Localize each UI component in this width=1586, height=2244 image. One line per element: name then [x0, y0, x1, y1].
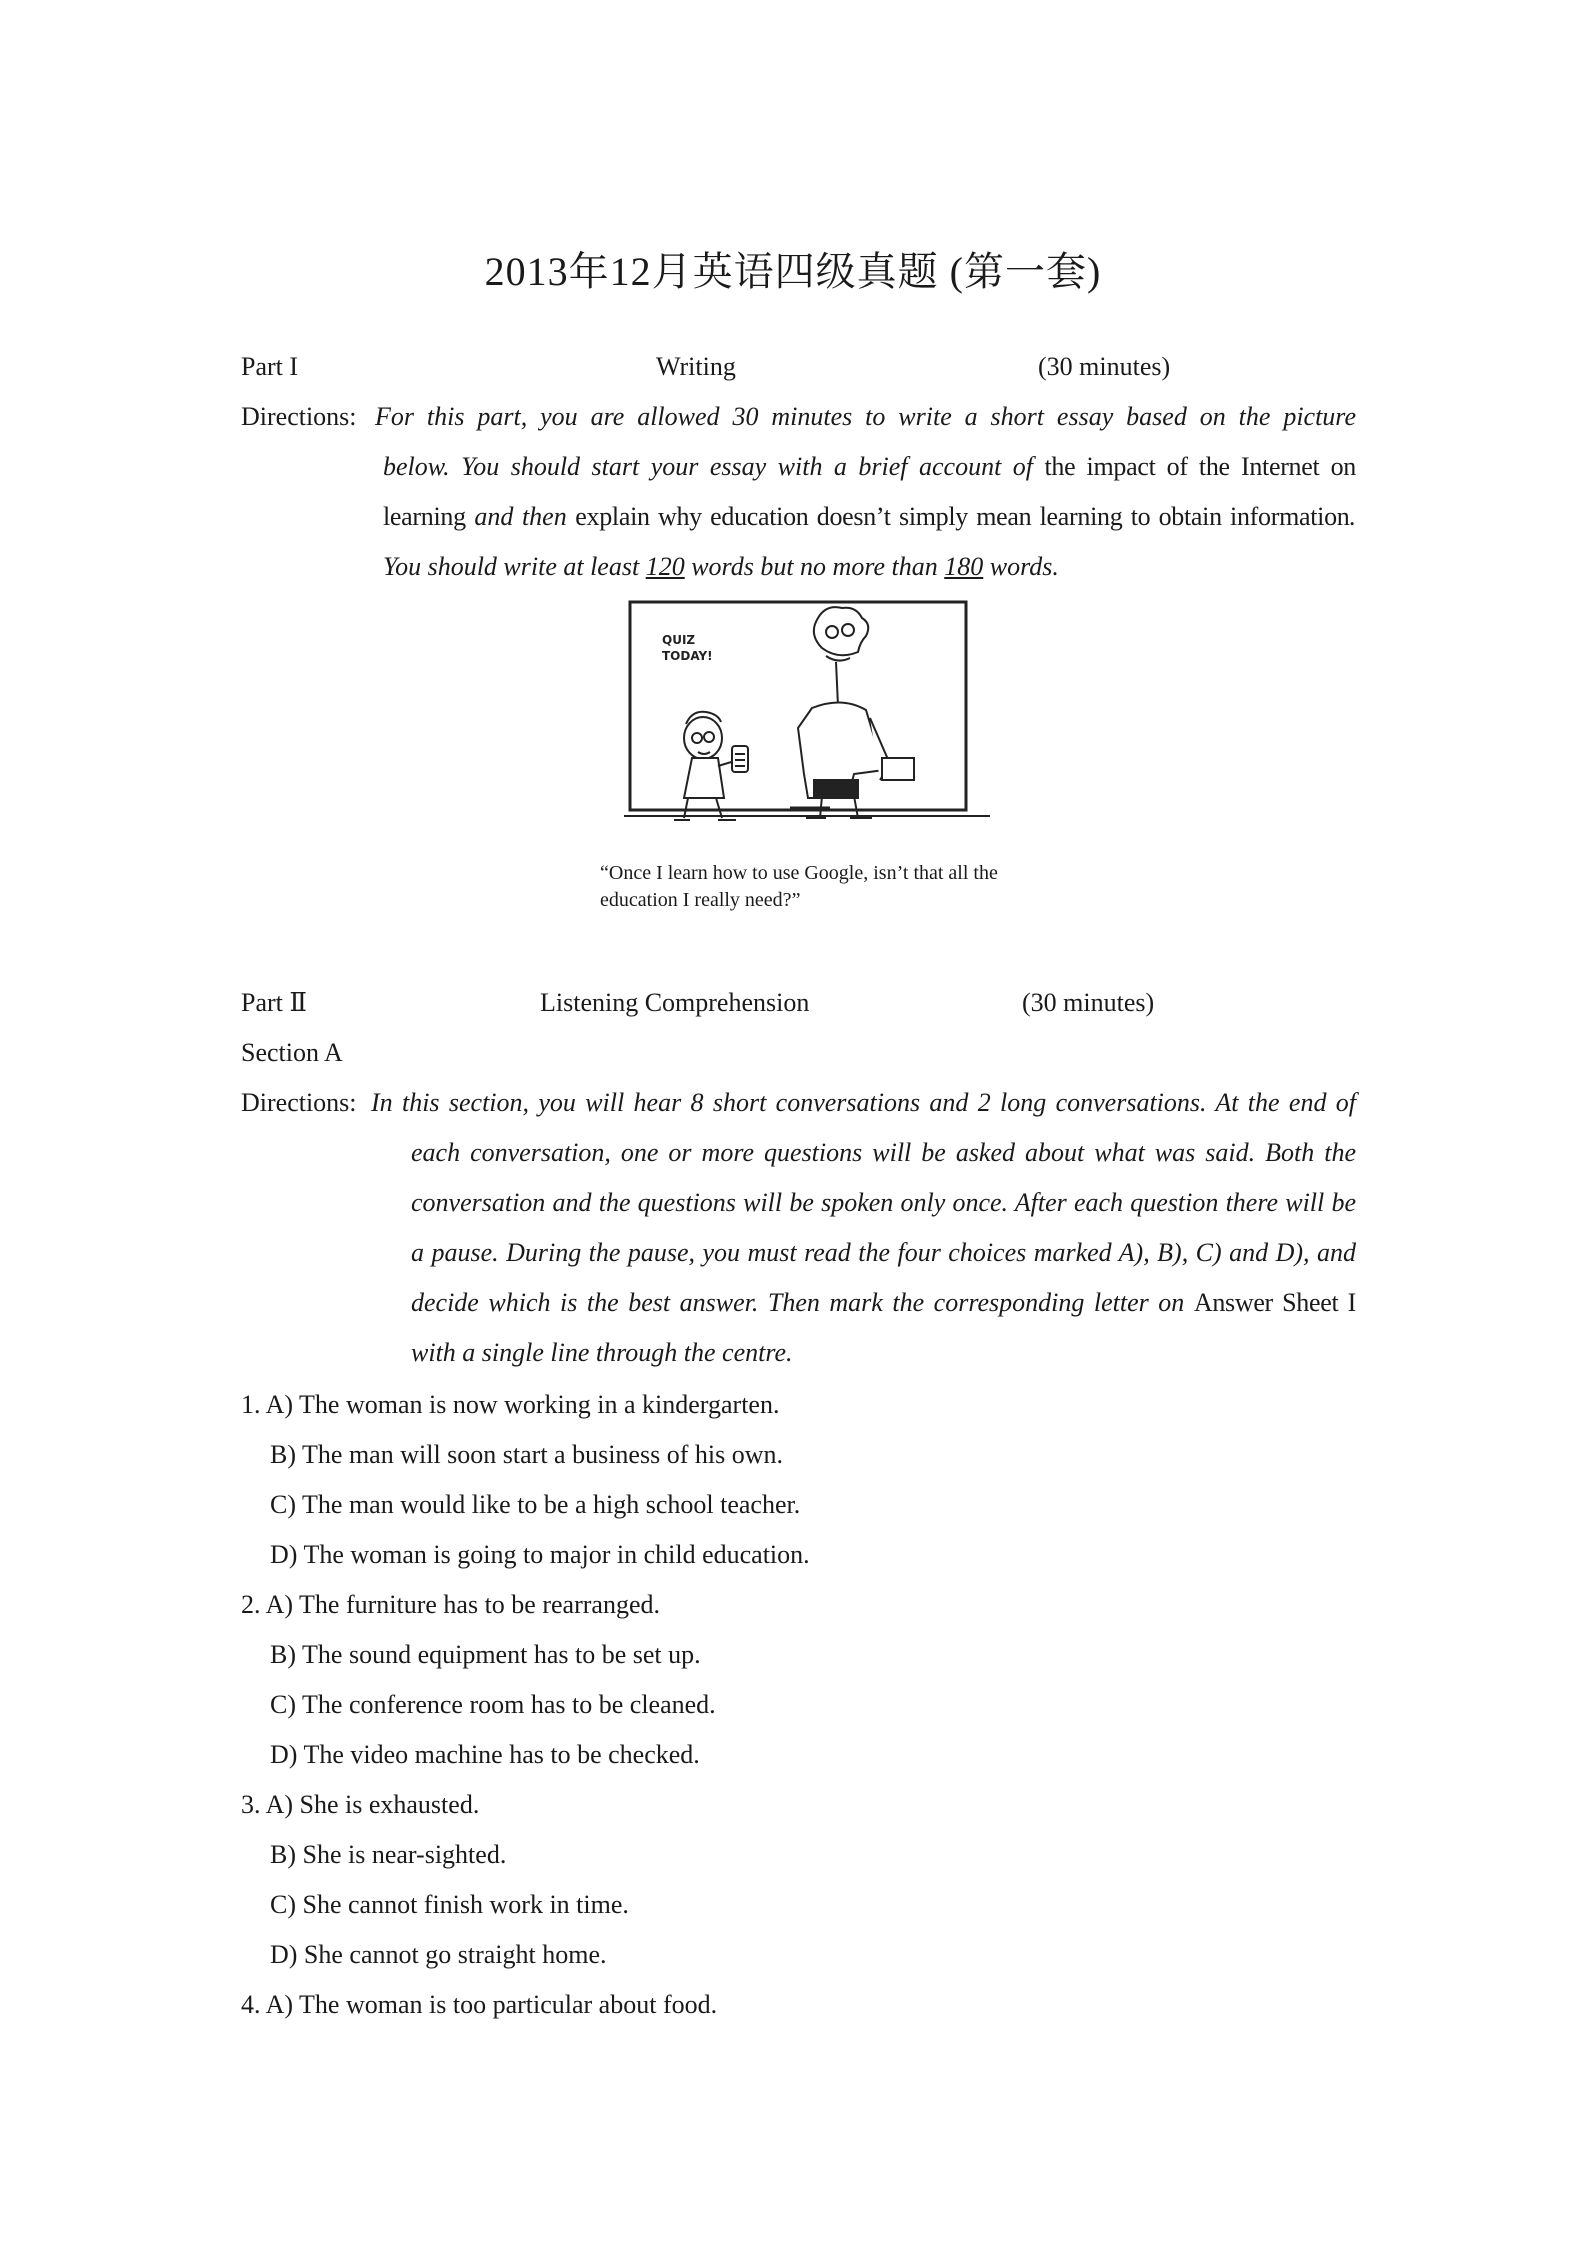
question-number: 3. — [241, 1790, 261, 1819]
question-1 — [241, 1390, 779, 1420]
directions-emphasis: explain why education doesn’t simply mean learning to obtain information — [575, 502, 1350, 531]
part2-label: Part Ⅱ — [241, 988, 308, 1017]
answer-option: D) The woman is going to major in child education. — [270, 1540, 810, 1569]
answer-option: B) The man will soon start a business of his own. — [270, 1440, 783, 1469]
answer-option: D) The video machine has to be checked. — [270, 1740, 700, 1769]
answer-option: D) She cannot go straight home. — [270, 1940, 607, 1969]
answer-option: A) She is exhausted. — [265, 1790, 480, 1819]
directions-text: and then — [465, 502, 576, 531]
part1-time: (30 minutes) — [1038, 352, 1171, 381]
directions-text: words but no more than — [684, 552, 945, 581]
part2-directions-line1: In this section, you will hear 8 short conversations and 2 long conversations. At the end of — [371, 1088, 1356, 1117]
answer-option: B) She is near-sighted. — [270, 1840, 507, 1869]
part1-directions-body — [383, 442, 1356, 592]
question-3 — [241, 1790, 479, 1820]
part1-directions-label: Directions: — [241, 402, 357, 431]
answer-option: B) The sound equipment has to be set up. — [270, 1640, 701, 1669]
part1-directions-line1: For this part, you are allowed 30 minutes to write a short essay based on the picture — [375, 402, 1356, 431]
part2-time: (30 minutes) — [1022, 988, 1155, 1017]
cartoon-caption: “Once I learn how to use Google, isn’t that all the education I really need?” — [600, 862, 998, 911]
page-title: 2013年12月英语四级真题 (第一套) — [484, 249, 1102, 294]
question-4 — [241, 1990, 717, 2020]
directions-text: words. — [983, 552, 1059, 581]
section-label: Section A — [241, 1038, 343, 1067]
question-number: 1. — [241, 1390, 261, 1419]
board-text-line2: TODAY! — [662, 649, 713, 663]
answer-option: C) The conference room has to be cleaned. — [270, 1690, 716, 1719]
answer-option: C) The man would like to be a high school teacher. — [270, 1490, 801, 1519]
directions-text: each conversation, one or more questions will be asked about what was said. Both the conversation and the questions will be spoken only once. After each question there will be a pause. During the pause, you must read the four choices marked A), B), C) and D), and decide which is the best answer. Then mark the corresponding letter on — [411, 1138, 1356, 1317]
answer-option: A) The furniture has to be rearranged. — [265, 1590, 660, 1619]
part1-label: Part I — [241, 352, 299, 381]
directions-emphasis: the impact of the Internet on learning — [383, 452, 1356, 531]
question-number: 2. — [241, 1590, 261, 1619]
question-number: 4. — [241, 1990, 261, 2019]
answer-option: A) The woman is too particular about food. — [265, 1990, 718, 2019]
part2-name: Listening Comprehension — [540, 988, 810, 1017]
board-text-line1: QUIZ — [662, 633, 696, 647]
part2-directions-label: Directions: — [241, 1088, 357, 1117]
min-words: 120 — [645, 552, 685, 581]
answer-sheet-label: Answer Sheet I — [1193, 1288, 1357, 1317]
question-2 — [241, 1590, 660, 1620]
directions-text: with a single line through the centre. — [411, 1338, 793, 1367]
answer-option: A) The woman is now working in a kindergarten. — [265, 1390, 780, 1419]
answer-option: C) She cannot finish work in time. — [270, 1890, 629, 1919]
directions-text: below. You should start your essay with a brief account of — [383, 452, 1045, 481]
max-words: 180 — [944, 552, 984, 581]
part2-directions-body — [411, 1128, 1356, 1378]
part1-name: Writing — [656, 352, 736, 381]
directions-text: . You should write at least — [383, 502, 1356, 581]
